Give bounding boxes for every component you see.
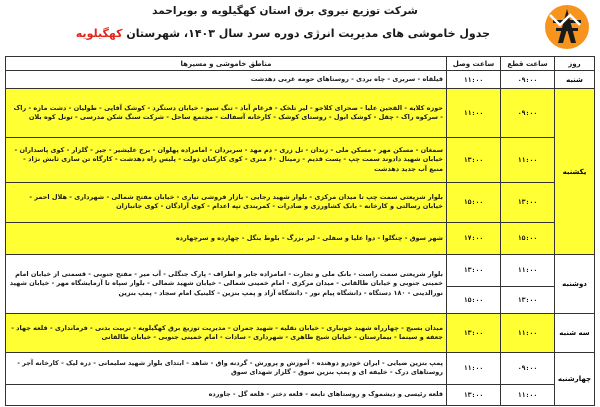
table-row [6, 254, 595, 286]
areas-cell: میدان بسیج - چهارراه شهید خونیاری - خیابان نقلیه - شهید جمران - مدیریت توزیع برق کهگیلویه - تربیت بدنی - فرمانداری - قلعه جهاد - جعفه و سینما - بیمارستان - خیابان شیخ طاهری - شهرداری - سادات - امام خمینی جنوبی - خیابان طالقانی [6, 314, 447, 352]
cut-time-cell: ۱۱:۰۰ [501, 384, 555, 405]
cut-time-cell: ۱۱:۰۰ [501, 314, 555, 352]
power-tower-logo-icon [540, 3, 594, 51]
cut-time-cell: ۱۱:۰۰ [501, 254, 555, 286]
areas-cell: شهر سوق - چنگلوا - دوا علیا و سفلی - لیر بزرگ - بلوط بنگل - چهارده و سرچهارده [6, 223, 447, 255]
areas-cell: حوزه کلایه - القجین علیا - صحرای کلاجو - لیر تلخک - فرغام آباد - تنگ سیو - خیابان دستگرد - کوشک آقاپی - طولیان - دشت مازه - راک - سرکوه راک - چقل - کوشک ابول - روستای کوشک - کارخانه آسفالت - مجتمع ساحل - شرکت سنگ شکن مدرسی - تونل کوه بلان [6, 89, 447, 138]
cut-time-cell: ۱۳:۰۰ [501, 182, 555, 222]
table-row [6, 137, 595, 182]
schedule-table [5, 56, 595, 406]
connect-time-cell: ۱۱:۰۰ [447, 89, 501, 138]
connect-time-cell: ۱۳:۰۰ [447, 254, 501, 286]
cut-time-cell: ۰۹:۰۰ [501, 89, 555, 138]
cut-time-cell: ۱۵:۰۰ [501, 223, 555, 255]
title-city: کهگیلویه [75, 27, 123, 40]
title-main: جدول خاموشی های مدیریت انرژی دوره سرد سال ۱۴۰۳، شهرستان [126, 27, 490, 40]
day-cell: چهارشنبه [555, 352, 595, 405]
cut-time-cell: ۰۹:۰۰ [501, 352, 555, 384]
connect-time-cell: ۱۷:۰۰ [447, 223, 501, 255]
table-row [6, 314, 595, 352]
table-header-row [6, 57, 595, 71]
cut-time-cell: ۱۱:۰۰ [501, 137, 555, 182]
column-header-connect-time: ساعت وصل [447, 57, 501, 71]
connect-time-cell: ۱۱:۰۰ [447, 352, 501, 384]
table-row [6, 182, 595, 222]
connect-time-cell: ۱۳:۰۰ [447, 314, 501, 352]
areas-cell: بلوار شریعتی سمت چپ تا میدان مرکزی - بلوار شهید رجایی - بازار فروشی تیاری - خیابان مفتح شمالی - شهرداری - هلال احمر - خیابان رسالتی و کارخانه - بانک کشاورزی و صادرات - کمربندی تپه اعدام - کوی آزادگان - کوی جانبازان [6, 182, 447, 222]
areas-cell: سمغان - مسکن مهر - مسکن ملی - زندان - تل زری - دم مهد - سربردان - امامزاده پهلوان - برج علیشیر - جیر - گلزار - کوی پاسداران - خیابان شهید دادوند سمت چپ - پست قدیم - زمینال ۶۰ متری - کوی کارکنان دولت - پلیس راه دهدشت - کارگاه تن سازی ثابش نژاد - منبع آب جدید دهدشت [6, 137, 447, 182]
table-row [6, 89, 595, 138]
table-row [6, 71, 595, 89]
day-cell: شنبه [555, 71, 595, 89]
connect-time-cell: ۱۳:۰۰ [447, 384, 501, 405]
table-row [6, 223, 595, 255]
connect-time-cell: ۱۱:۰۰ [447, 71, 501, 89]
connect-time-cell: ۱۵:۰۰ [447, 286, 501, 314]
areas-cell: قلعه رئیسی و دیشموک و روستاهای تابعه - قلعه دختر - قلعه گل - جاورده [6, 384, 447, 405]
table-row [6, 384, 595, 405]
areas-cell: بلوار شریعتی سمت راست - بانک ملی و تجارت - امامزاده جابر و اطراف - پارک جنگلی - آب میر - مفتح جنوبی - قسمتی از خیابان امام خمینی جنوبی و خیابان طالقانی - میدان مرکزی - امام خمینی شمالی - خیابان شهید شمالی - بلوار سپاه تا آزمایشگاه مهر - خیابان شهید نورالدینی - ۱۸۰ دستگاه - دانشگاه پیام نور - دانشگاه آزاد و پمپ بنزین - کلینیک امام سجاد - پمپ بنزین [6, 254, 447, 314]
company-name: شرکت توزیع نیروی برق استان کهگیلویه و بویراحمد [152, 5, 418, 17]
connect-time-cell: ۱۵:۰۰ [447, 182, 501, 222]
day-cell: یکشنبه [555, 89, 595, 255]
column-header-areas: مناطق خاموشی و مسیرها [6, 57, 447, 71]
column-header-day: روز [555, 57, 595, 71]
areas-cell: قیلقاه - سربری - چاه بردی - روستاهای حومه غربی دهدشت [6, 71, 447, 89]
header [0, 0, 600, 54]
cut-time-cell: ۰۹:۰۰ [501, 71, 555, 89]
day-cell: سه شنبه [555, 314, 595, 352]
cut-time-cell: ۱۳:۰۰ [501, 286, 555, 314]
schedule-title [75, 27, 490, 40]
day-cell: دوشنبه [555, 254, 595, 314]
table-row [6, 352, 595, 384]
column-header-cut-time: ساعت قطع [501, 57, 555, 71]
connect-time-cell: ۱۳:۰۰ [447, 137, 501, 182]
areas-cell: پمپ بنزین ضیایی - ایران خودرو دوهنده - آموزش و پرورش - گردنه واق - شاهد - ابتدای بلوار شهید سلیمانی - دره لیک - کارخانه آجر - روستاهای درک - خلیفه ای و پمپ بنزین سوق - گلزار شهدای سوق [6, 352, 447, 384]
